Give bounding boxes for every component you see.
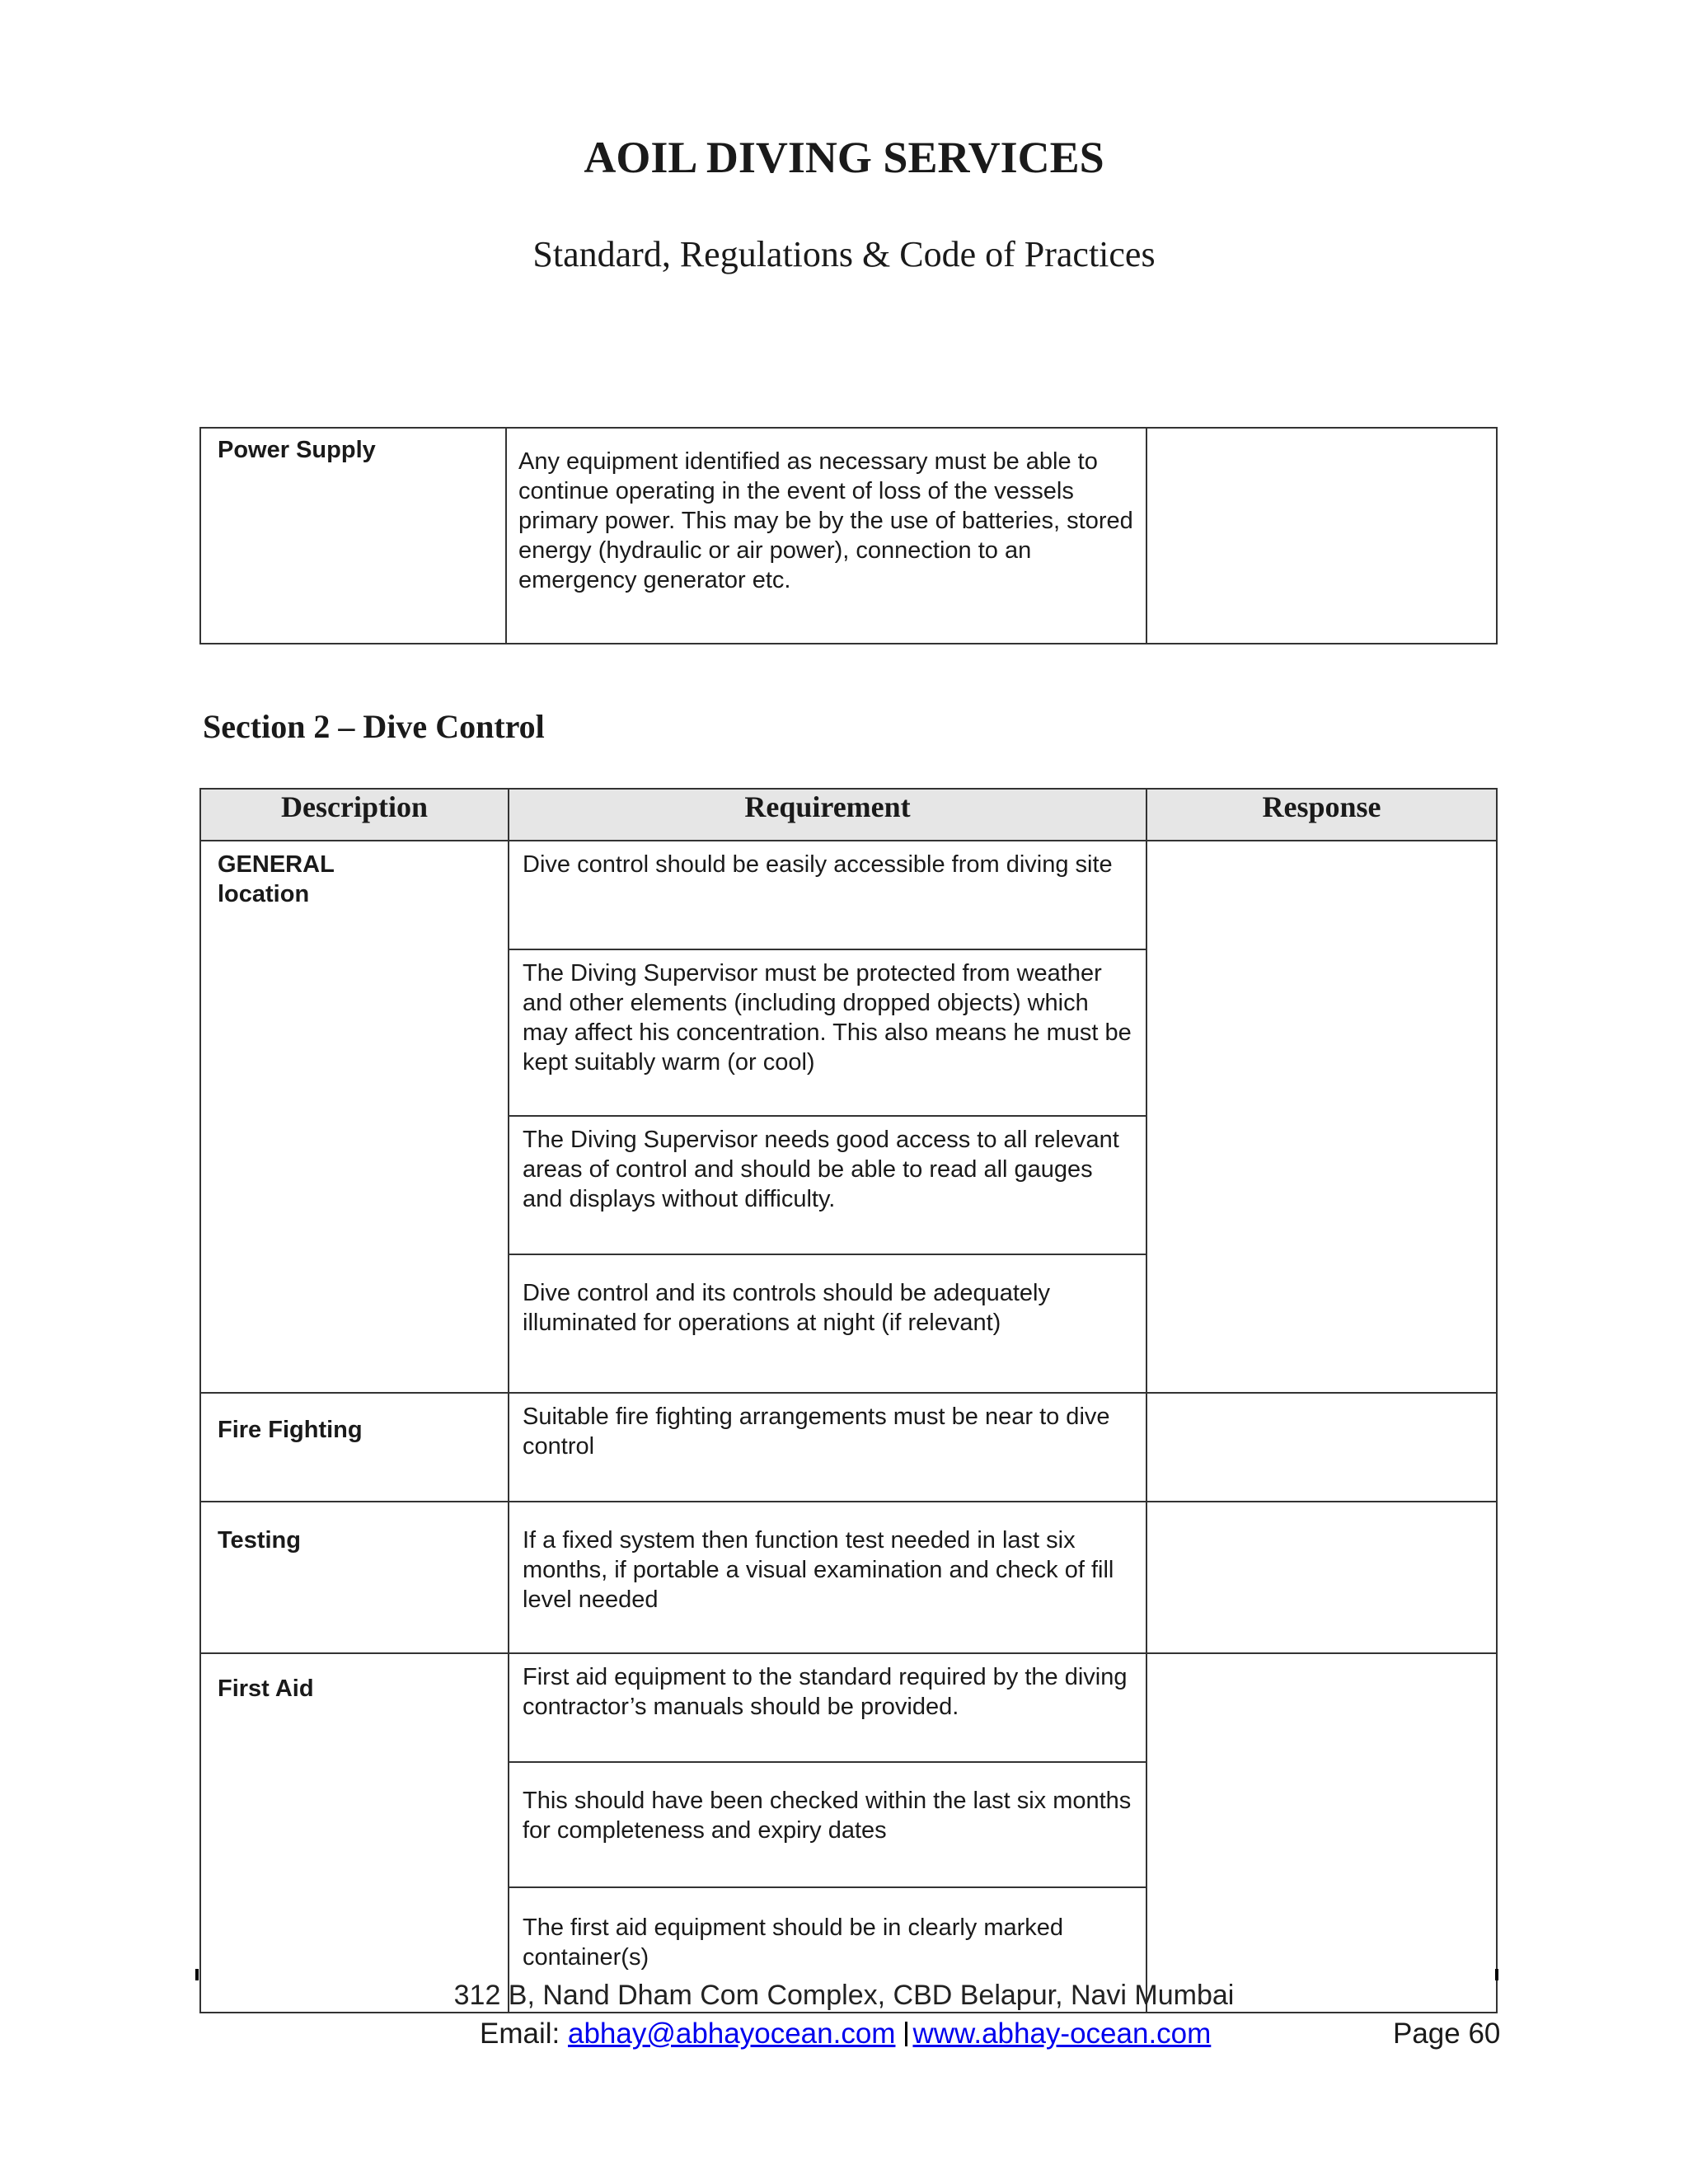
response-cell — [1146, 1393, 1497, 1502]
requirement-cell: Dive control should be easily accessible from diving site — [509, 841, 1146, 949]
section-heading: Section 2 – Dive Control — [203, 708, 545, 745]
requirement-cell: First aid equipment to the standard required by the diving contractor’s manuals should be provided. — [509, 1653, 1146, 1762]
power-description-cell: Power Supply — [200, 428, 506, 644]
header-requirement: Requirement — [509, 789, 1146, 841]
page-number: Page 60 — [1393, 2018, 1501, 2050]
response-cell — [1146, 841, 1497, 1393]
first-aid-cell: First Aid — [200, 1653, 509, 2013]
table-header-row — [200, 789, 1497, 841]
response-cell — [1146, 1653, 1497, 2013]
power-response-cell — [1146, 428, 1497, 644]
response-cell — [1146, 1502, 1497, 1653]
text-cursor — [905, 2022, 907, 2046]
requirement-cell: Suitable fire fighting arrangements must be near to dive control — [509, 1393, 1146, 1502]
general-location-cell: GENERAL location — [200, 841, 509, 1393]
requirement-cell: The Diving Supervisor must be protected from weather and other elements (including dropped objects) which may affect his concentration. This also means he must be kept suitably warm (or cool) — [509, 949, 1146, 1116]
margin-mark — [1495, 1969, 1498, 1980]
footer-address: 312 B, Nand Dham Com Complex, CBD Belapur, Navi Mumbai — [453, 1980, 1235, 2011]
footer-contact — [480, 2018, 1211, 2050]
email-label: Email: — [480, 2018, 560, 2050]
header-response: Response — [1146, 789, 1497, 841]
table-row — [200, 1502, 1497, 1653]
requirement-cell: The Diving Supervisor needs good access to all relevant areas of control and should be able to read all gauges and displays without difficulty. — [509, 1116, 1146, 1254]
requirement-cell: This should have been checked within the last six months for completeness and expiry dates — [509, 1762, 1146, 1887]
table-row — [200, 1393, 1497, 1502]
power-supply-table — [199, 427, 1498, 644]
table-row — [200, 841, 1497, 949]
testing-cell: Testing — [200, 1502, 509, 1653]
requirement-cell: Dive control and its controls should be adequately illuminated for operations at night (if relevant) — [509, 1254, 1146, 1393]
fire-fighting-cell: Fire Fighting — [200, 1393, 509, 1502]
email-link[interactable]: abhay@abhayocean.com — [567, 2018, 896, 2050]
power-requirement-cell: Any equipment identified as necessary must be able to continue operating in the event of loss of the vessels primary power. This may be by the use of batteries, stored energy (hydraulic or air power), connection to an emergency generator etc. — [506, 428, 1146, 644]
table-row — [200, 1653, 1497, 1762]
dive-control-table — [199, 788, 1498, 2013]
header-description: Description — [200, 789, 509, 841]
website-link[interactable]: www.abhay-ocean.com — [912, 2018, 1212, 2050]
margin-mark — [195, 1969, 199, 1980]
requirement-cell: If a fixed system then function test needed in last six months, if portable a visual examination and check of fill level needed — [509, 1502, 1146, 1653]
document-title: AOIL DIVING SERVICES — [584, 133, 1104, 182]
table-row — [200, 428, 1497, 644]
document-subtitle: Standard, Regulations & Code of Practices — [532, 234, 1156, 274]
requirement-cell: The first aid equipment should be in clearly marked container(s) — [509, 1887, 1146, 2013]
